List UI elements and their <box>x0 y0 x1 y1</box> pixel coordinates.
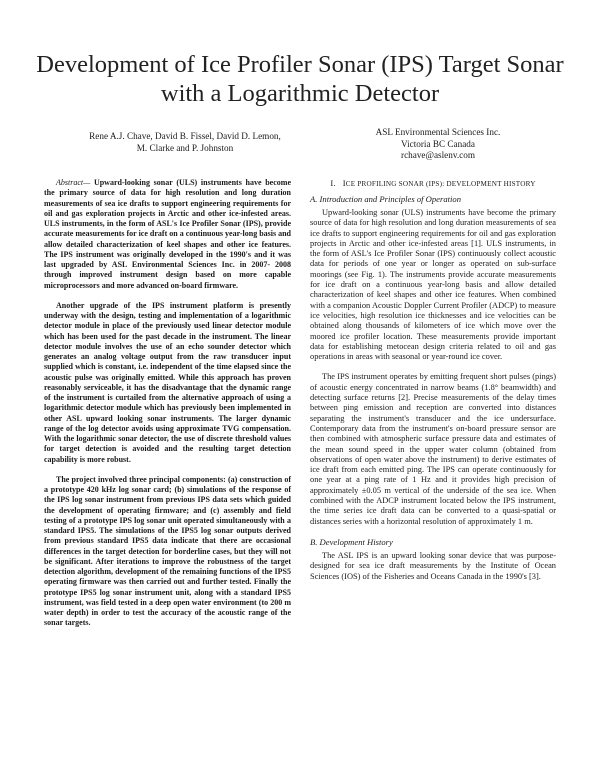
section-heading <box>310 178 556 190</box>
author-names <box>60 131 310 154</box>
body-paragraph: The IPS instrument operates by emitting frequent short pulses (pings) of acoustic energy concentrated in narrow beams (1.8° beamwidth) and detecting surface returns [2]. Precise measurements of the delay times between ping emission and reception are converted into distances separating the instrument's transducer and the ice undersurface. Contemporary data from the instrument's on-board pressure sensor are then combined with atmospheric surface pressure data and estimates of the mean sound speed in the upper water column (obtained from observations of open water above the instrument) to derive estimates of ice draft from each emitted ping. The IPS can operate continuously for one year at a ping rate of 1 Hz and it provides high precision of approximately ±0.05 m vertical of the underside of the sea ice. When combined with the ADCP instrument located below the IPS instrument, the time series ice draft data can be converted to a quasi-spatial or distances series with a horizontal resolution of approximately 1 m. <box>310 372 556 526</box>
author-affiliation <box>318 127 558 162</box>
subsection-heading: B. Development History <box>310 536 393 547</box>
body-paragraph: Upward-looking sonar (ULS) instruments have become the primary source of data for high resolution and long duration measurements of sea ice drafts to support engineering requirements for oil and gas exploration projects in Arctic and other ice-infested areas [1]. ULS instruments, in the form of ASL's Ice Profiler Sonar (IPS) continuously collect acoustic data for periods of one year or longer as operated on sub-surface moorings (see Fig. 1). The instruments provide accurate measurements for ice draft on a continuous year-long basis and allow detailed characterization of keel shapes and other ice features. When combined with a companion Acoustic Doppler Current Profiler (ADCP) to measure ice velocities, high resolution ice thicknesses and ice velocities can be obtained along thousands of kilometers of ice which move over the moored ice profiler location. These measurements provide important data for establishing metocean design criteria related to oil and gas operations in areas with seasonal or year-round ice cover. <box>310 208 556 362</box>
author-line: Rene A.J. Chave, David B. Fissel, David D. Lemon, <box>89 131 281 141</box>
right-column <box>310 178 556 582</box>
section-first-letter: I <box>342 178 346 188</box>
body-paragraph: The project involved three principal components: (a) construction of a prototype 420 kHz log sonar card; (b) simulations of the response of the IPS log sonar instrument from previous IPS data sets which guided the development of operating firmware; and (c) assembly and field testing of a prototype IPS log sonar unit operated simultaneously with a standard IPS5. The simulations of the IPS5 log sonar outputs derived from previous standard IPS5 data indicate that there are occasional differences in the target detection for borderline cases, but they will not be significant. After iterations to improve the robustness of the target detection algorithm, development of the remaining functions of the IPS5 operating firmware was then carried out and further tested. Finally the prototype IPS5 log sonar instrument unit, along with a standard IPS5 instrument, was field tested in a deep open water environment (to 200 m water depth) in order to test the accuracy of the acoustic range of the sonar targets. <box>44 474 291 628</box>
left-column <box>44 178 291 629</box>
body-paragraph: The ASL IPS is an upward looking sonar device that was purpose-designed for sea ice draft measurements by the Institute of Ocean Sciences (IOS) of the Fisheries and Oceans Canada in the 1990's [3]. <box>310 550 556 581</box>
section-number: I. <box>330 178 336 188</box>
paper-title: Development of Ice Profiler Sonar (IPS) Target Sonar with a Logarithmic Detector <box>36 51 564 107</box>
section-title: CE PROFILING SONAR (IPS): DEVELOPMENT HISTORY <box>345 180 536 188</box>
abstract-label: Abstract— <box>56 178 91 187</box>
subsection-heading: A. Introduction and Principles of Operation <box>310 194 462 204</box>
abstract-paragraph <box>44 178 291 291</box>
author-line: M. Clarke and P. Johnston <box>136 142 234 153</box>
body-paragraph: Another upgrade of the IPS instrument platform is presently underway with the design, testing and implementation of a logarithmic detector module in place of the previously used linear detector module which has been used for the past decade in the instrument. The linear detector module involves the use of an echo sounder detector which generates an analog voltage output from the raw transducer input supplied which is constant, i.e. independent of the time elapsed since the acoustic pulse was originally emitted. While this approach has proven reasonably serviceable, it has the disadvantage that the dynamic range of the instrument is curtailed from the alternative approach of using a logarithmic detector module which has previously been implemented in other ASL upward looking sonar instruments. The larger dynamic range of the log detector avoids using approximate TVG compensation. With the logarithmic sonar detector, the use of discrete threshold values for target detection is avoided and the resulting target detection capability is more robust. <box>44 300 291 464</box>
author-email: rchave@aslenv.com <box>401 150 475 160</box>
affiliation-line: ASL Environmental Sciences Inc. <box>375 127 501 137</box>
affiliation-line: Victoria BC Canada <box>401 138 475 149</box>
abstract-text: Upward-looking sonar (ULS) instruments have become the primary source of data for high resolution and long duration measurements of sea ice drafts to support engineering requirements for oil and gas exploration projects in Arctic and other ice-infested areas. ULS instruments, in the form of ASL's Ice Profiler Sonar (IPS), provide accurate measurements for ice draft on a continuous year-long basis and allow detailed characterization of keel shapes and other ice features. The IPS instrument was originally developed in the 1990's and it was last upgraded by ASL Environmental Sciences Inc. in 2007- 2008 through improved instrument design based on more capable microprocessors and more advanced on-board firmware. <box>44 178 291 290</box>
